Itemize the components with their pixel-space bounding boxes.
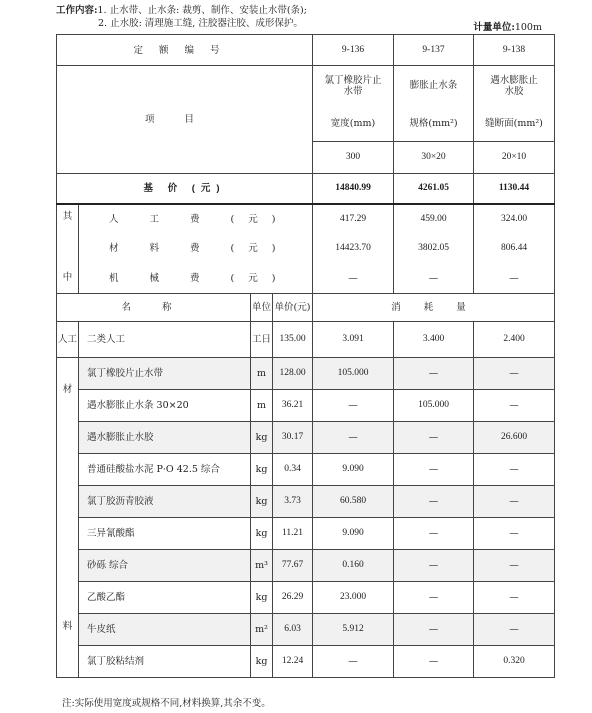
breakdown-row-machine	[57, 264, 555, 294]
material-name: 砂砾 综合	[79, 550, 251, 582]
material-cost-2: 3802.05	[394, 234, 474, 264]
spec-value-1: 300	[313, 142, 394, 174]
among-label-top: 其	[62, 210, 73, 222]
material-qty-1: 9.090	[313, 518, 394, 550]
base-price-2: 4261.05	[394, 174, 474, 204]
col-consumption-header: 消 耗 量	[313, 294, 555, 322]
material-price: 11.21	[273, 518, 313, 550]
material-row	[57, 486, 555, 518]
material-unit: kg	[251, 582, 273, 614]
footnote: 注:实际使用宽度或规格不同,材料换算,其余不变。	[62, 698, 271, 709]
material-price: 3.73	[273, 486, 313, 518]
material-qty-2: —	[394, 550, 474, 582]
material-qty-2: —	[394, 582, 474, 614]
material-qty-2: —	[394, 358, 474, 390]
machine-cost-1: —	[313, 264, 394, 294]
base-price-1: 14840.99	[313, 174, 394, 204]
labor-cost-3: 324.00	[474, 204, 555, 234]
material-price: 36.21	[273, 390, 313, 422]
material-qty-1: 23.000	[313, 582, 394, 614]
base-price-row	[57, 174, 555, 204]
breakdown-label-labor: 人 工 费 (元)	[79, 204, 313, 234]
material-qty-3: 26.600	[474, 422, 555, 454]
material-unit: m	[251, 390, 273, 422]
material-qty-2: —	[394, 518, 474, 550]
col-price-header: 单价(元)	[273, 294, 313, 322]
material-qty-3: —	[474, 390, 555, 422]
material-qty-1: 105.000	[313, 358, 394, 390]
material-qty-1: 9.090	[313, 454, 394, 486]
among-label-bottom: 中	[62, 271, 73, 283]
material-name: 遇水膨胀止水胶	[79, 422, 251, 454]
material-unit: m²	[251, 614, 273, 646]
labor-price: 135.00	[273, 322, 313, 358]
unit-value: 100m	[514, 22, 542, 33]
material-cost-1: 14423.70	[313, 234, 394, 264]
material-qty-1: —	[313, 422, 394, 454]
labor-qty-3: 2.400	[474, 322, 555, 358]
material-cost-3: 806.44	[474, 234, 555, 264]
material-row	[57, 614, 555, 646]
material-qty-3: —	[474, 486, 555, 518]
labor-row	[57, 322, 555, 358]
material-qty-3: —	[474, 454, 555, 486]
quota-table	[56, 34, 555, 678]
spec-label-1: 宽度(mm)	[313, 106, 394, 142]
material-qty-1: —	[313, 390, 394, 422]
material-name: 牛皮纸	[79, 614, 251, 646]
material-group-bottom: 料	[62, 621, 73, 632]
code-3: 9-138	[474, 35, 555, 66]
machine-cost-3: —	[474, 264, 555, 294]
material-qty-3: —	[474, 550, 555, 582]
material-name: 遇水膨胀止水条 30×20	[79, 390, 251, 422]
work-content-line-2	[98, 18, 303, 30]
material-unit: kg	[251, 486, 273, 518]
material-price: 77.67	[273, 550, 313, 582]
labor-qty-2: 3.400	[394, 322, 474, 358]
material-group-label	[57, 358, 79, 678]
material-price: 30.17	[273, 422, 313, 454]
material-price: 0.34	[273, 454, 313, 486]
material-price: 26.29	[273, 582, 313, 614]
material-price: 6.03	[273, 614, 313, 646]
item-name-row	[57, 66, 555, 106]
material-price: 12.24	[273, 646, 313, 678]
among-label	[57, 204, 79, 294]
work-content-label: 工作内容:	[56, 5, 98, 16]
material-qty-2: —	[394, 454, 474, 486]
work-content-text-1: 1. 止水带、止水条: 裁剪、制作、安装止水带(条);	[97, 5, 307, 16]
material-qty-3: —	[474, 358, 555, 390]
work-content-line-1	[56, 5, 307, 17]
spec-label-2: 规格(mm²)	[394, 106, 474, 142]
quota-code-label: 定额编号	[57, 35, 313, 66]
material-name: 氯丁橡胶片止水带	[79, 358, 251, 390]
material-row	[57, 454, 555, 486]
material-unit: kg	[251, 422, 273, 454]
spec-value-3: 20×10	[474, 142, 555, 174]
measurement-unit	[473, 19, 542, 33]
spec-value-2: 30×20	[394, 142, 474, 174]
material-qty-3: —	[474, 582, 555, 614]
material-qty-3: —	[474, 614, 555, 646]
material-unit: m	[251, 358, 273, 390]
detail-header-row	[57, 294, 555, 322]
col-name-header: 名 称	[57, 294, 251, 322]
breakdown-label-material: 材 料 费 (元)	[79, 234, 313, 264]
material-price: 128.00	[273, 358, 313, 390]
material-qty-3: —	[474, 518, 555, 550]
material-qty-1: 0.160	[313, 550, 394, 582]
col-unit-header: 单位	[251, 294, 273, 322]
material-group-top: 材	[62, 384, 73, 395]
item-name-1: 氯丁橡胶片止水带	[313, 66, 394, 106]
material-unit: kg	[251, 646, 273, 678]
material-row	[57, 646, 555, 678]
breakdown-label-machine: 机 械 费 (元)	[79, 264, 313, 294]
material-row	[57, 550, 555, 582]
material-qty-2: 105.000	[394, 390, 474, 422]
work-content-text-2: 2. 止水胶: 清理施工缝, 注胶器注胶、成形保护。	[98, 18, 303, 29]
base-price-3: 1130.44	[474, 174, 555, 204]
breakdown-row-labor	[57, 204, 555, 234]
material-qty-2: —	[394, 486, 474, 518]
material-qty-1: 60.580	[313, 486, 394, 518]
labor-group-label: 人工	[57, 322, 79, 358]
material-row	[57, 582, 555, 614]
code-1: 9-136	[313, 35, 394, 66]
material-qty-3: 0.320	[474, 646, 555, 678]
material-qty-1: —	[313, 646, 394, 678]
labor-qty-1: 3.091	[313, 322, 394, 358]
material-row	[57, 518, 555, 550]
labor-cost-1: 417.29	[313, 204, 394, 234]
material-name: 氯丁胶粘结剂	[79, 646, 251, 678]
material-qty-2: —	[394, 614, 474, 646]
unit-label: 计量单位:	[473, 22, 515, 33]
base-price-label: 基 价 (元)	[57, 174, 313, 204]
labor-cost-2: 459.00	[394, 204, 474, 234]
material-row	[57, 422, 555, 454]
code-2: 9-137	[394, 35, 474, 66]
material-name: 氯丁胶沥青胶液	[79, 486, 251, 518]
quota-code-row	[57, 35, 555, 66]
material-name: 三异氰酸酯	[79, 518, 251, 550]
material-name: 普通硅酸盐水泥 P·O 42.5 综合	[79, 454, 251, 486]
material-qty-2: —	[394, 646, 474, 678]
material-qty-2: —	[394, 422, 474, 454]
material-row	[57, 390, 555, 422]
breakdown-row-material	[57, 234, 555, 264]
item-name-2: 膨胀止水条	[394, 66, 474, 106]
material-name: 乙酸乙酯	[79, 582, 251, 614]
machine-cost-2: —	[394, 264, 474, 294]
spec-label-3: 缝断面(mm²)	[474, 106, 555, 142]
labor-unit: 工日	[251, 322, 273, 358]
item-name-3: 遇水膨胀止水胶	[474, 66, 555, 106]
item-label: 项目	[57, 66, 313, 174]
material-qty-1: 5.912	[313, 614, 394, 646]
material-unit: kg	[251, 454, 273, 486]
material-row	[57, 358, 555, 390]
material-unit: kg	[251, 518, 273, 550]
material-unit: m³	[251, 550, 273, 582]
labor-name: 二类人工	[79, 322, 251, 358]
